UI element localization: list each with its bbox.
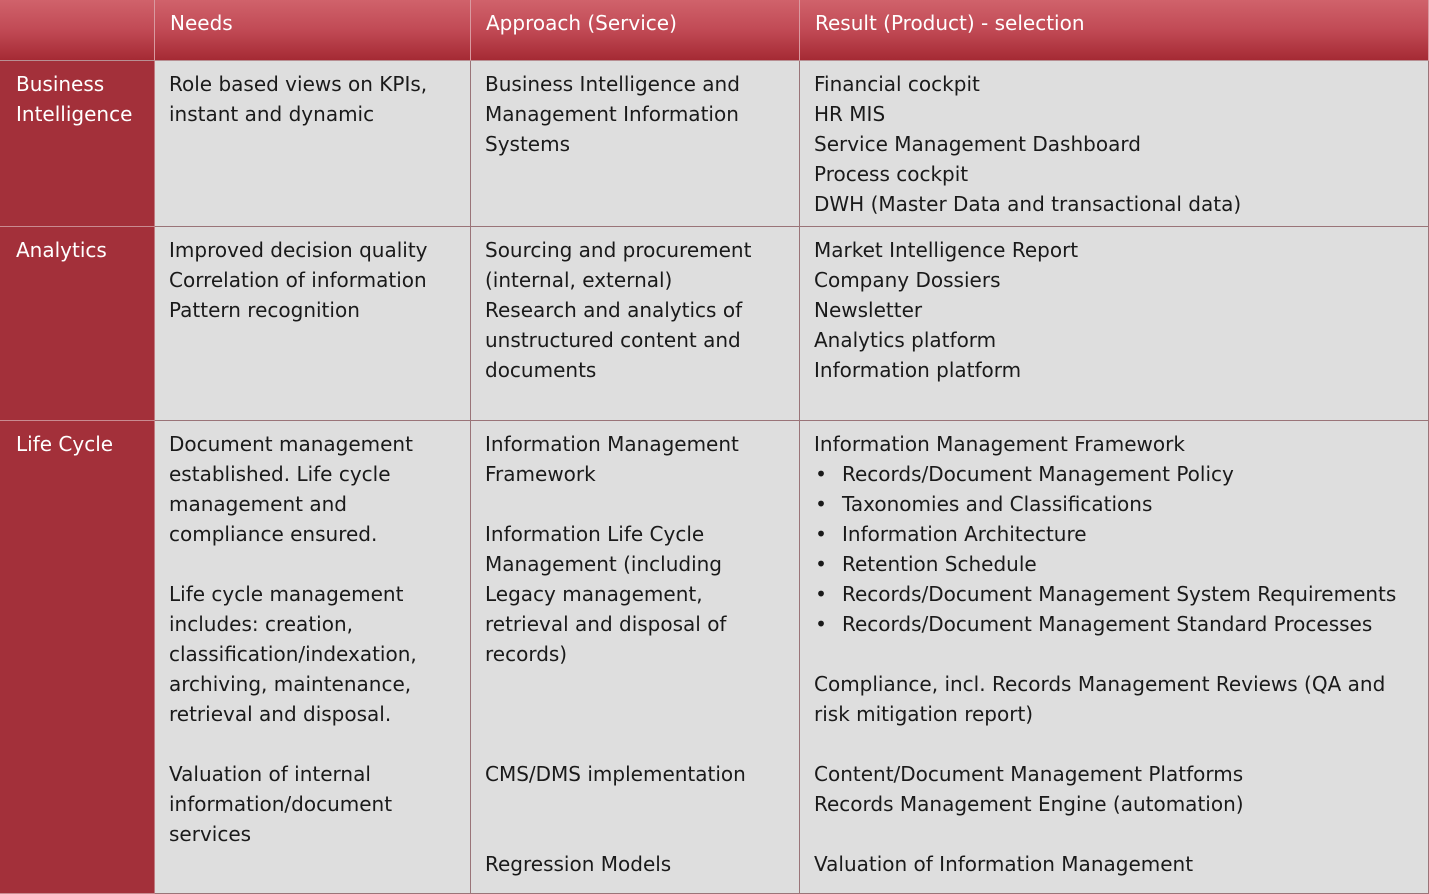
spacer [485, 819, 789, 849]
bi-result-line: DWH (Master Data and transactional data) [814, 192, 1242, 216]
lifecycle-approach-line: records) [485, 642, 568, 666]
bullet-item [814, 549, 1418, 579]
header-approach-label: Approach (Service) [486, 11, 677, 35]
lifecycle-needs-line: information/document [169, 792, 393, 816]
analytics-approach-line: documents [485, 358, 597, 382]
bi-result-cell [800, 61, 1429, 227]
lifecycle-result-cell [800, 421, 1429, 894]
bi-approach-cell [471, 61, 800, 227]
analytics-result-line: Information platform [814, 358, 1022, 382]
row-label-analytics [0, 227, 155, 421]
lifecycle-needs-line: services [169, 822, 252, 846]
lifecycle-needs-line: Life cycle management [169, 582, 404, 606]
bullet-icon: • [815, 612, 827, 636]
analytics-needs-line: Improved decision quality [169, 238, 428, 262]
bi-needs-line: instant and dynamic [169, 102, 375, 126]
lifecycle-approach-line: CMS/DMS implementation [485, 762, 746, 786]
lifecycle-approach-line: Legacy management, [485, 582, 703, 606]
bullet-icon: • [815, 582, 827, 606]
lifecycle-approach-line: retrieval and disposal of [485, 612, 727, 636]
lifecycle-approach-line: Management (including [485, 552, 722, 576]
lifecycle-needs-cell [155, 421, 471, 894]
lifecycle-result-line: Compliance, incl. Records Management Reviews (QA and [814, 672, 1386, 696]
bullet-text: Retention Schedule [842, 552, 1037, 576]
spacer [485, 729, 789, 759]
lifecycle-result-line: Valuation of Information Management [814, 852, 1194, 876]
spacer [169, 729, 460, 759]
lifecycle-needs-line: retrieval and disposal. [169, 702, 392, 726]
bi-approach-line: Management Information [485, 102, 739, 126]
bullet-item [814, 519, 1418, 549]
spacer [814, 639, 1418, 669]
bullet-icon: • [815, 462, 827, 486]
bullet-icon: • [815, 552, 827, 576]
lifecycle-result-line: Records Management Engine (automation) [814, 792, 1244, 816]
analytics-needs-line: Correlation of information [169, 268, 427, 292]
spacer [814, 819, 1418, 849]
header-needs [155, 0, 471, 61]
analytics-approach-cell [471, 227, 800, 421]
analytics-result-cell [800, 227, 1429, 421]
bi-approach-line: Business Intelligence and [485, 72, 740, 96]
analytics-result-line: Analytics platform [814, 328, 997, 352]
lifecycle-result-line: Content/Document Management Platforms [814, 762, 1244, 786]
analytics-approach-line: (internal, external) [485, 268, 673, 292]
bullet-text: Taxonomies and Classifications [842, 492, 1153, 516]
lifecycle-approach-line: Framework [485, 462, 596, 486]
bi-approach-line: Systems [485, 132, 570, 156]
lifecycle-approach-line: Information Management [485, 432, 739, 456]
spacer [485, 489, 789, 519]
analytics-approach-line: unstructured content and [485, 328, 741, 352]
bi-result-line: Financial cockpit [814, 72, 980, 96]
header-corner-cell [0, 0, 155, 61]
header-needs-label: Needs [170, 11, 233, 35]
row-label-life-cycle [0, 421, 155, 894]
lifecycle-needs-line: classification/indexation, [169, 642, 417, 666]
analytics-approach-line: Research and analytics of [485, 298, 743, 322]
analytics-needs-cell [155, 227, 471, 421]
bullet-item [814, 609, 1418, 639]
lifecycle-needs-line: established. Life cycle [169, 462, 391, 486]
lifecycle-result-title: Information Management Framework [814, 432, 1185, 456]
spacer [169, 549, 460, 579]
analytics-result-line: Market Intelligence Report [814, 238, 1079, 262]
lifecycle-needs-line: includes: creation, [169, 612, 353, 636]
lifecycle-approach-line: Information Life Cycle [485, 522, 705, 546]
bi-result-line: Process cockpit [814, 162, 969, 186]
lifecycle-needs-line: compliance ensured. [169, 522, 378, 546]
lifecycle-result-line: risk mitigation report) [814, 702, 1034, 726]
bi-needs-line: Role based views on KPIs, [169, 72, 428, 96]
row-label-line: Analytics [16, 238, 107, 262]
row-label-business-intelligence [0, 61, 155, 227]
bullet-item [814, 459, 1418, 489]
header-approach [471, 0, 800, 61]
lifecycle-approach-cell [471, 421, 800, 894]
bi-result-line: Service Management Dashboard [814, 132, 1141, 156]
lifecycle-approach-line: Regression Models [485, 852, 672, 876]
bi-needs-cell [155, 61, 471, 227]
bullet-icon: • [815, 522, 827, 546]
bi-result-line: HR MIS [814, 102, 886, 126]
header-result [800, 0, 1429, 61]
row-label-line: Life Cycle [16, 432, 114, 456]
analytics-result-line: Company Dossiers [814, 268, 1001, 292]
bullet-item [814, 579, 1418, 609]
bullet-text: Records/Document Management Standard Processes [842, 612, 1373, 636]
row-label-line: Business [16, 72, 105, 96]
lifecycle-needs-line: Document management [169, 432, 413, 456]
spacer [485, 789, 789, 819]
spacer [814, 729, 1418, 759]
bullet-text: Records/Document Management System Requirements [842, 582, 1397, 606]
analytics-result-line: Newsletter [814, 298, 923, 322]
spacer [485, 699, 789, 729]
header-result-label: Result (Product) - selection [815, 11, 1085, 35]
bullet-item [814, 489, 1418, 519]
analytics-approach-line: Sourcing and procurement [485, 238, 752, 262]
spacer [485, 669, 789, 699]
bullet-text: Information Architecture [842, 522, 1087, 546]
lifecycle-needs-line: management and [169, 492, 347, 516]
analytics-needs-line: Pattern recognition [169, 298, 360, 322]
bullet-text: Records/Document Management Policy [842, 462, 1234, 486]
bullet-icon: • [815, 492, 827, 516]
lifecycle-needs-line: archiving, maintenance, [169, 672, 412, 696]
lifecycle-needs-line: Valuation of internal [169, 762, 371, 786]
row-label-line: Intelligence [16, 102, 133, 126]
